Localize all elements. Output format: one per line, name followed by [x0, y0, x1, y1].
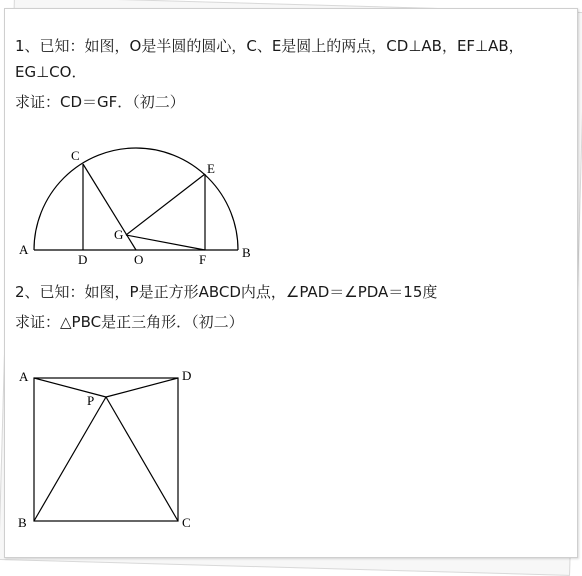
- label-f: F: [199, 252, 207, 267]
- problem1-prove: 求证：CD＝GF．（初二）: [15, 93, 185, 111]
- label-d: D: [78, 252, 88, 267]
- label-d2: D: [182, 368, 192, 383]
- segment-bp: [34, 397, 106, 521]
- label-o: O: [134, 252, 144, 267]
- label-b: B: [242, 245, 251, 260]
- label-b2: B: [18, 515, 27, 530]
- problem2-prove: 求证：△PBC是正三角形．（初二）: [15, 313, 244, 331]
- label-a: A: [19, 242, 29, 257]
- label-p: P: [87, 393, 95, 408]
- problem2-statement: 2、已知：如图，P是正方形ABCD内点，∠PAD＝∠PDA＝15度: [15, 283, 438, 301]
- segment-gf: [126, 235, 205, 250]
- problem1-statement-line1: 1、已知：如图，O是半圆的圆心，C、E是圆上的两点，CD⊥AB，EF⊥AB，: [15, 37, 524, 55]
- segment-co: [83, 164, 136, 250]
- label-c2: C: [182, 515, 191, 530]
- segment-cp: [106, 397, 178, 521]
- problem1-statement-line2: EG⊥CO．: [15, 63, 87, 81]
- figure1-semicircle: [19, 148, 251, 267]
- segment-dp: [106, 378, 178, 397]
- label-c: C: [71, 148, 80, 163]
- label-g: G: [114, 227, 124, 242]
- segment-eg: [126, 174, 205, 235]
- segment-ap: [34, 378, 106, 397]
- figure2-square: [18, 368, 191, 530]
- label-e: E: [207, 161, 215, 176]
- label-a2: A: [19, 369, 29, 384]
- square-abcd: [34, 378, 178, 521]
